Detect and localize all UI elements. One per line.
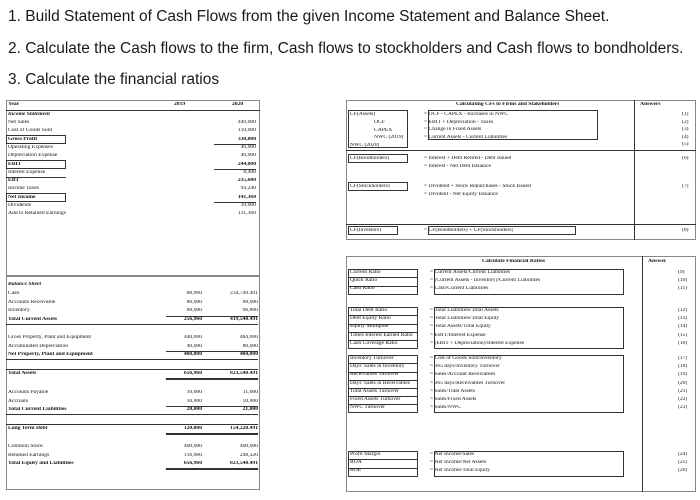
balance-row-2019[interactable]: 656,960: [183, 461, 202, 466]
cf-investors-formula[interactable]: = CF(Bondholders) + CF(Stockholders): [424, 228, 514, 233]
income-row-label[interactable]: Net Sales: [8, 120, 30, 125]
income-row-2020[interactable]: 46,000: [240, 144, 256, 150]
balance-row-label[interactable]: Accumulated Depreciation: [8, 343, 69, 349]
income-row-label[interactable]: EBIT: [8, 161, 22, 167]
balance-sheet: [6, 276, 260, 490]
cf-bondholders-formula[interactable]: = Interest - Net Debt Issuance: [424, 163, 491, 169]
cashflow-table: [346, 100, 696, 240]
rule-line: [6, 193, 66, 202]
ratio-answer-number[interactable]: (26): [678, 468, 688, 474]
ratio-formula[interactable]: = Cost of Goods Sold/Inventory: [430, 356, 502, 361]
income-row-2020[interactable]: 94,240: [240, 186, 256, 192]
ratio-formula[interactable]: = EBIT/Interest Expense: [430, 332, 486, 338]
balance-row-2019[interactable]: 440,000: [183, 335, 202, 340]
income-statement-title: Income Statement: [8, 112, 50, 117]
cf-answer-number[interactable]: (1): [682, 112, 689, 117]
balance-row-2020[interactable]: 11,000: [242, 390, 258, 395]
income-row-label[interactable]: Add to Retained Earnings: [8, 211, 66, 217]
balance-row-label[interactable]: Common Stock: [8, 444, 43, 449]
spreadsheet-image: [2, 96, 698, 498]
ratios-table: [346, 256, 696, 492]
balance-row-label[interactable]: Cash: [8, 291, 20, 296]
balance-row-2019[interactable]: 656,960: [183, 371, 202, 376]
cf-assets-formula[interactable]: = Change in Fixed Assets: [424, 127, 482, 132]
cf-answer-number[interactable]: (8): [682, 228, 689, 233]
ratio-formula[interactable]: = 365 days/Inventory Turnover: [430, 364, 500, 370]
balance-row-label[interactable]: Total Current Assets: [8, 316, 58, 322]
ratio-answer-number[interactable]: (9): [678, 270, 685, 275]
balance-row-2020[interactable]: 404,000: [239, 352, 258, 357]
ratio-formula[interactable]: = (EBIT + Depreciation)/Interest Expense: [430, 340, 525, 346]
balance-row-2020[interactable]: 96,800: [242, 308, 258, 313]
balance-sheet-title: Balance Sheet: [8, 282, 42, 287]
cf-answer-number[interactable]: (3): [682, 127, 689, 132]
income-row-label[interactable]: Operating Expenses: [8, 144, 53, 150]
balance-row-2019[interactable]: 88,000: [186, 308, 202, 313]
rule-line: [166, 351, 258, 352]
income-row-label[interactable]: Gross Profit: [8, 136, 38, 142]
cf-assets-formula[interactable]: = Current Assets - Current Liabilities: [424, 134, 508, 140]
income-row-label[interactable]: Dividends: [8, 203, 31, 208]
ratio-formula[interactable]: = Cash/Current Liabilities: [430, 286, 489, 292]
balance-row-label[interactable]: Accounts Receivable: [8, 299, 56, 305]
balance-row-2019[interactable]: 116,960: [184, 452, 202, 458]
income-row-2020[interactable]: 110,000: [238, 128, 256, 134]
cf-assets-item[interactable]: CAPEX: [374, 127, 393, 133]
ratio-name[interactable]: Debt Equity Ratio: [350, 316, 391, 322]
ratio-name[interactable]: NWC Turnover: [350, 405, 385, 411]
ratio-formula[interactable]: = Sales/NWC: [430, 405, 461, 411]
ratio-answer-number[interactable]: (16): [678, 340, 688, 346]
ratio-answer-number[interactable]: (19): [678, 372, 688, 378]
income-row-label[interactable]: Income Taxes: [8, 186, 40, 192]
balance-row-2020[interactable]: 21,000: [242, 407, 258, 412]
balance-row-label[interactable]: Inventory: [8, 308, 30, 313]
ratios-title: Calculate Financial Ratios: [482, 259, 546, 264]
ratio-answer-number[interactable]: (10): [678, 278, 688, 284]
cf-assets-item[interactable]: OCF: [374, 120, 385, 125]
cashflow-title: Calculating CFs to Firms and Stakeholders: [456, 102, 560, 107]
cf-assets-label[interactable]: CF(Assets): [350, 112, 376, 117]
ratio-name[interactable]: ROE: [350, 468, 362, 474]
rule-line: [6, 324, 258, 325]
balance-row-2019[interactable]: 10,000: [186, 390, 202, 395]
rule-line: [6, 359, 258, 360]
balance-row-2020[interactable]: 823,540.491: [230, 461, 258, 466]
balance-row-label[interactable]: Total Assets: [8, 371, 37, 376]
ratio-answer-number[interactable]: (24): [678, 452, 688, 457]
ratio-name[interactable]: Profit Margin: [350, 452, 381, 457]
rule-line: [166, 433, 258, 435]
balance-row-2019[interactable]: 40,000: [186, 343, 202, 349]
ratio-formula[interactable]: = Sales/Account Receivables: [430, 372, 496, 378]
balance-row-2020[interactable]: 400,000: [239, 444, 258, 449]
instruction-2: 2. Calculate the Cash flows to the firm, Cash flows to stockholders and Cash flows to bondholders.: [8, 40, 684, 57]
balance-row-2019[interactable]: 20,000: [186, 407, 202, 412]
income-row-2020[interactable]: 330,000: [237, 136, 256, 142]
balance-row-2019[interactable]: 400,000: [183, 352, 202, 357]
balance-row-label[interactable]: Long Term Debt: [8, 426, 48, 431]
ratio-name[interactable]: Days' Sales in Inventory: [350, 364, 405, 370]
ratio-formula[interactable]: = Total Liabilities/Total Equity: [430, 316, 500, 322]
rule-line: [6, 424, 258, 425]
balance-row-2020[interactable]: 88,000: [242, 299, 258, 305]
balance-row-2019[interactable]: 120,000: [183, 426, 202, 431]
balance-row-2020[interactable]: 484,000: [239, 335, 258, 340]
balance-row-2020[interactable]: 248,320: [239, 452, 258, 458]
cf-stockholders-label[interactable]: CF(Stockholders): [350, 184, 390, 189]
income-row-2020[interactable]: 440,000: [237, 120, 256, 125]
cf-assets-formula[interactable]: = OCF - CAPEX - Increases in NWC: [424, 112, 509, 117]
balance-row-2019[interactable]: 88,960: [186, 291, 202, 296]
balance-row-2019[interactable]: 10,000: [186, 398, 202, 404]
ratio-name[interactable]: Times Interest Earned Ratio: [350, 332, 413, 338]
ratio-formula[interactable]: = (Current Assets - Inventory)/Current Liabilities: [430, 278, 541, 284]
income-row-2020[interactable]: 235,600: [237, 178, 256, 184]
income-row-label[interactable]: Depreciation Expense: [8, 153, 58, 159]
ratio-name[interactable]: Cash Coverage Ratio: [350, 340, 398, 346]
ratio-name[interactable]: Total Assets Turnover: [350, 388, 400, 394]
ratio-answer-number[interactable]: (22): [678, 397, 688, 402]
rule-line: [166, 406, 258, 407]
ratio-formula[interactable]: = Total Liabilities/Total Assets: [430, 308, 499, 313]
ratio-answer-number[interactable]: (25): [678, 460, 688, 466]
ratio-answer-number[interactable]: (11): [678, 286, 688, 292]
year-2020: 2020: [232, 102, 244, 107]
ratio-answer-number[interactable]: (21): [678, 388, 688, 394]
income-row-2020[interactable]: 10,000: [240, 203, 256, 208]
cf-assets-item[interactable]: NWC (2020): [350, 142, 380, 148]
cf-assets-item[interactable]: NWC (2019): [374, 135, 404, 140]
cf-assets-formula[interactable]: = EBIT + Depreciation - Taxes: [424, 119, 494, 125]
ratio-formula[interactable]: = Total Assets/Total Equity: [430, 324, 491, 330]
ratio-answer-number[interactable]: (17): [678, 356, 688, 361]
cf-answer-number[interactable]: (4): [682, 134, 689, 140]
income-row-label[interactable]: Cost of Goods Sold: [8, 128, 52, 134]
cf-stockholders-formula[interactable]: = Divident - Net Equity Issuance: [424, 191, 498, 197]
rule-line: [166, 316, 258, 317]
ratio-answer-number[interactable]: (23): [678, 405, 688, 411]
ratio-formula[interactable]: = 365 days/Receivables Turnover: [430, 380, 506, 386]
balance-row-label[interactable]: Retained Earnings: [8, 452, 50, 458]
ratio-name[interactable]: Days' Sales in Receivables: [350, 380, 410, 386]
ratio-answer-number[interactable]: (13): [678, 316, 688, 322]
balance-row-2020[interactable]: 154,220.491: [230, 426, 258, 431]
income-row-2020[interactable]: 141,360: [237, 194, 256, 200]
balance-row-label[interactable]: Gross Property, Plant and Equipment: [8, 335, 92, 340]
cf-stockholders-formula[interactable]: = Dividend + Stock Repurchases - Stock Issued: [424, 184, 531, 189]
balance-row-2019[interactable]: 256,960: [183, 316, 202, 322]
answer-header: Answer: [648, 259, 667, 264]
rule-line: [6, 414, 258, 415]
income-row-2020[interactable]: 244,000: [237, 161, 256, 167]
cf-answer-number[interactable]: (7): [682, 184, 689, 189]
ratio-name[interactable]: Inventory Turnover: [350, 356, 394, 361]
instruction-3: 3. Calculate the financial ratios: [8, 71, 220, 88]
rule-line: [6, 369, 258, 370]
income-row-2020[interactable]: 40,000: [240, 153, 256, 159]
balance-row-2020[interactable]: 419,540.491: [230, 316, 258, 322]
year-label: Year: [8, 102, 20, 107]
income-row-2020[interactable]: 8,400: [243, 169, 256, 175]
income-row-label[interactable]: Interest Expense: [8, 169, 46, 175]
rule-line: [346, 224, 696, 225]
balance-row-label[interactable]: Total Current Liabilities: [8, 407, 67, 412]
balance-row-2020[interactable]: 234,740.491: [230, 291, 258, 296]
balance-row-2020[interactable]: 80,000: [242, 343, 258, 349]
ratio-name[interactable]: ROA: [350, 460, 362, 466]
ratio-formula[interactable]: = Sales/Total Assets: [430, 388, 476, 394]
ratio-answer-number[interactable]: (20): [678, 380, 688, 386]
cf-investors-label[interactable]: CF(Investors): [350, 228, 382, 233]
instruction-1: 1. Build Statement of Cash Flows from the given Income Statement and Balance Sheet.: [8, 8, 610, 25]
balance-row-2019[interactable]: 80,000: [186, 299, 202, 305]
ratio-name[interactable]: Fixed Assets Turnover: [350, 397, 401, 402]
rule-line: [6, 160, 66, 169]
ratio-name[interactable]: Total Debt Ratio: [350, 308, 388, 313]
rule-line: [166, 468, 258, 470]
ratio-name[interactable]: Equity Multiplier: [350, 324, 389, 330]
income-row-label[interactable]: Net Income: [8, 194, 36, 200]
ratio-formula[interactable]: = Sales/Fixed Assets: [430, 397, 477, 402]
income-row-label[interactable]: EBT: [8, 178, 20, 184]
cf-answer-number[interactable]: (2): [682, 119, 689, 125]
year-2019: 2019: [174, 102, 186, 107]
rule-line: [6, 135, 66, 144]
ratio-formula[interactable]: = Net Income/Total Equity: [430, 468, 491, 474]
balance-row-2019[interactable]: 400,000: [183, 444, 202, 449]
balance-row-2020[interactable]: 10,000: [242, 398, 258, 404]
ratio-answer-number[interactable]: (18): [678, 364, 688, 370]
ratio-formula[interactable]: = Net Income/Sales: [430, 452, 475, 457]
ratio-name[interactable]: Current Ratio: [350, 270, 381, 275]
balance-row-2020[interactable]: 823,540.491: [230, 371, 258, 376]
ratio-formula[interactable]: = Net Income/Net Assets: [430, 460, 487, 466]
cf-bondholders-label[interactable]: CF(Bondholders): [350, 156, 390, 161]
ratio-name[interactable]: Cash Ratio: [350, 286, 375, 292]
balance-row-label[interactable]: Net Property, Plant and Equipment: [8, 352, 93, 357]
ratio-answer-number[interactable]: (12): [678, 308, 688, 313]
ratio-name[interactable]: Quick Ratio: [350, 278, 378, 284]
ratio-answer-number[interactable]: (14): [678, 324, 688, 330]
cf-bondholders-formula[interactable]: = Interest + Debt Retired - Debt Issued: [424, 156, 512, 161]
balance-row-label[interactable]: Total Equity and Liabilities: [8, 461, 74, 466]
cf-answer-number[interactable]: (6): [682, 156, 689, 161]
balance-row-label[interactable]: Accounts Payable: [8, 390, 49, 395]
answers-header: Answers: [640, 102, 661, 107]
income-row-2020[interactable]: 131,360: [237, 211, 256, 217]
cf-answer-number[interactable]: (5): [682, 142, 689, 147]
ratio-answer-number[interactable]: (15): [678, 332, 688, 338]
balance-row-label[interactable]: Accruals: [8, 398, 28, 404]
ratio-formula[interactable]: = Current Assets/Current Liabilities: [430, 270, 511, 275]
ratio-name[interactable]: Receivables Turnover: [350, 372, 399, 378]
rule-line: [166, 378, 258, 380]
income-statement: [6, 100, 260, 276]
rule-line: [346, 150, 696, 151]
